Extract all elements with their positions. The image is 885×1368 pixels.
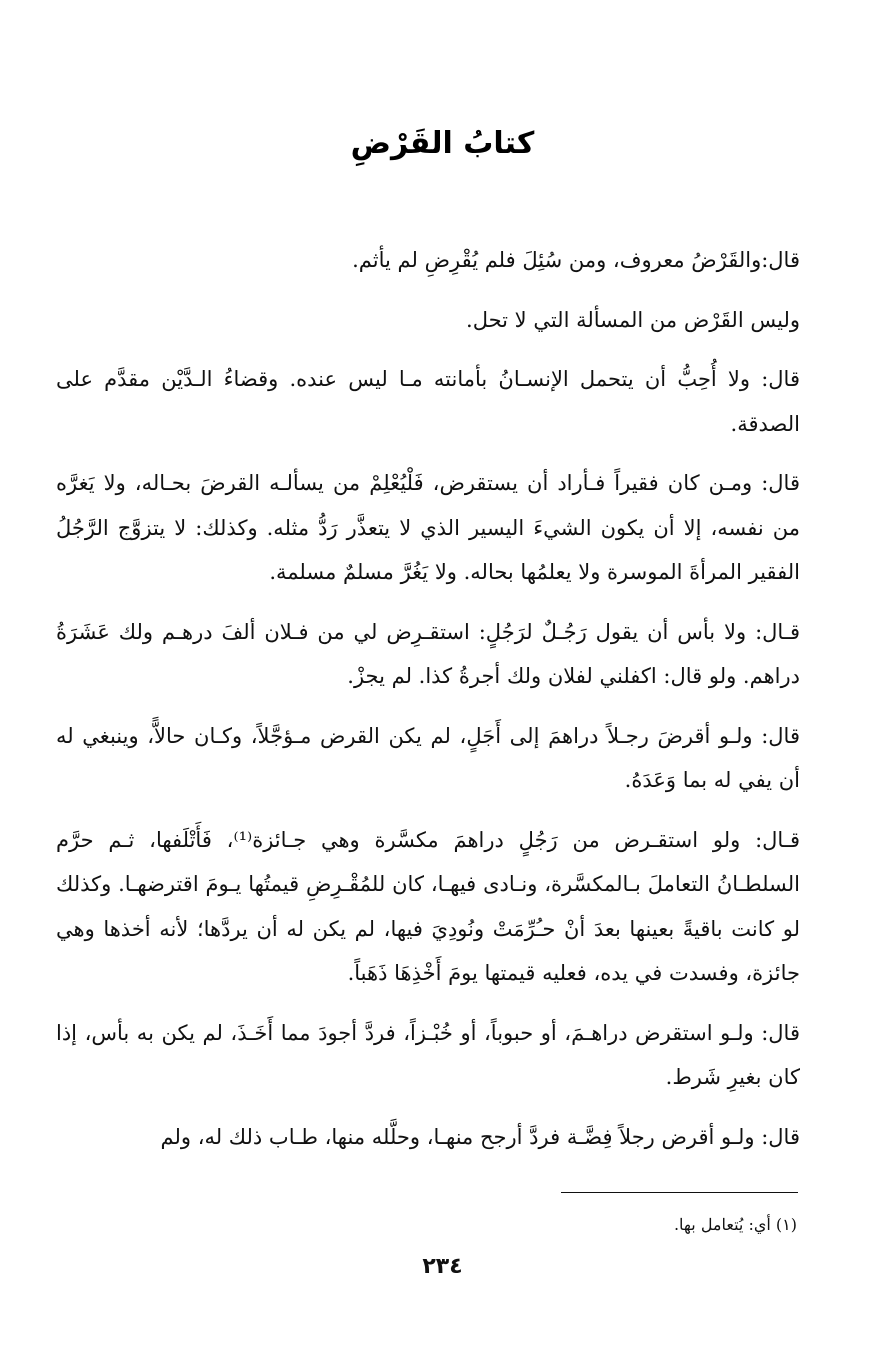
paragraph: قـال: ولا بأس أن يقول رَجُـلٌ لرَجُلٍ: استقـرِض لي من فـلان ألفَ درهـم ولك عَشَرَةُ دراهم. ولو قال: اكفلني لفلان ولك أجرةُ كذا. لم يجزْ. bbox=[56, 619, 800, 688]
paragraph: قال:والقَرْضُ معروف، ومن سُئِلَ فلم يُقْرِضِ لم يأثم. bbox=[352, 248, 800, 272]
footnote-divider bbox=[561, 1192, 798, 1193]
paragraph: قال: ولا أُحِبُّ أن يتحمل الإنسـانُ بأمانته مـا ليس عنده. وقضاءُ الـدَّيْن مقدَّم على الصدقة. bbox=[56, 367, 800, 436]
footnote: (١) أي: يُتعامل بها. bbox=[673, 1215, 797, 1234]
page-number: ٢٣٤ bbox=[422, 1254, 463, 1279]
chapter-title: كتابُ القَرْضِ bbox=[350, 126, 535, 161]
paragraph: وليس القَرْض من المسألة التي لا تحل. bbox=[466, 307, 800, 332]
paragraph: قال: ولـو أقرضَ رجـلاً دراهمَ إلى أَجَلٍ، لم يكن القرض مـؤجَّلاً، وكـان حالاًّ، وينبغي له أن يفي له بما وَعَدَهُ. bbox=[56, 723, 800, 792]
main-text bbox=[56, 238, 800, 1174]
paragraph: قال: ولـو أقرض رجلاً فِضَّـة فردَّ أرجح منهـا، وحلَّله منها، طـاب ذلك له، ولم bbox=[160, 1124, 800, 1149]
paragraph: قال: ومـن كان فقيراً فـأراد أن يستقرض، فَلْيُعْلِمْ من يسألـه القرضَ بحـاله، ولا يَغرَّه من نفسه، إلا أن يكون الشيءَ اليسير الذي لا يتعذَّر رَدُّ مثله. وكذلك: لا يتزوَّج الرَّجُلُ الفقير المرأةَ الموسرة ولا يعلمُها بحاله. ولا يَغُرَّ مسلمٌ مسلمة. bbox=[56, 471, 800, 584]
paragraph: قـال: ولو استقـرض من رَجُلٍ دراهمَ مكسَّرة وهي جـائزة⁽¹⁾، فَأَتْلَفها، ثـم حرَّم السلطـانُ التعاملَ بـالمكسَّرة، ونـادى فيهـا، كان للمُقْـرِضِ قيمتُها يـومَ اقترضهـا. وكذلك لو كانت باقيةً بعينها بعدَ أنْ حـُرِّمَتْ ونُودِيَ فيها، لم يكن له أن يردَّها؛ لأنه أخذها وهي جائزة، وفسدت في يده، فعليه قيمتها يومَ أَخْذِهَا ذَهَباً. bbox=[56, 827, 800, 985]
paragraph: قال: ولـو استقرض دراهـمَ، أو حبوباً، أو خُبْـزاً، فردَّ أجودَ مما أَخَـذَ، لم يكن به بأس، إذا كان بغيرِ شَرط. bbox=[56, 1020, 800, 1089]
